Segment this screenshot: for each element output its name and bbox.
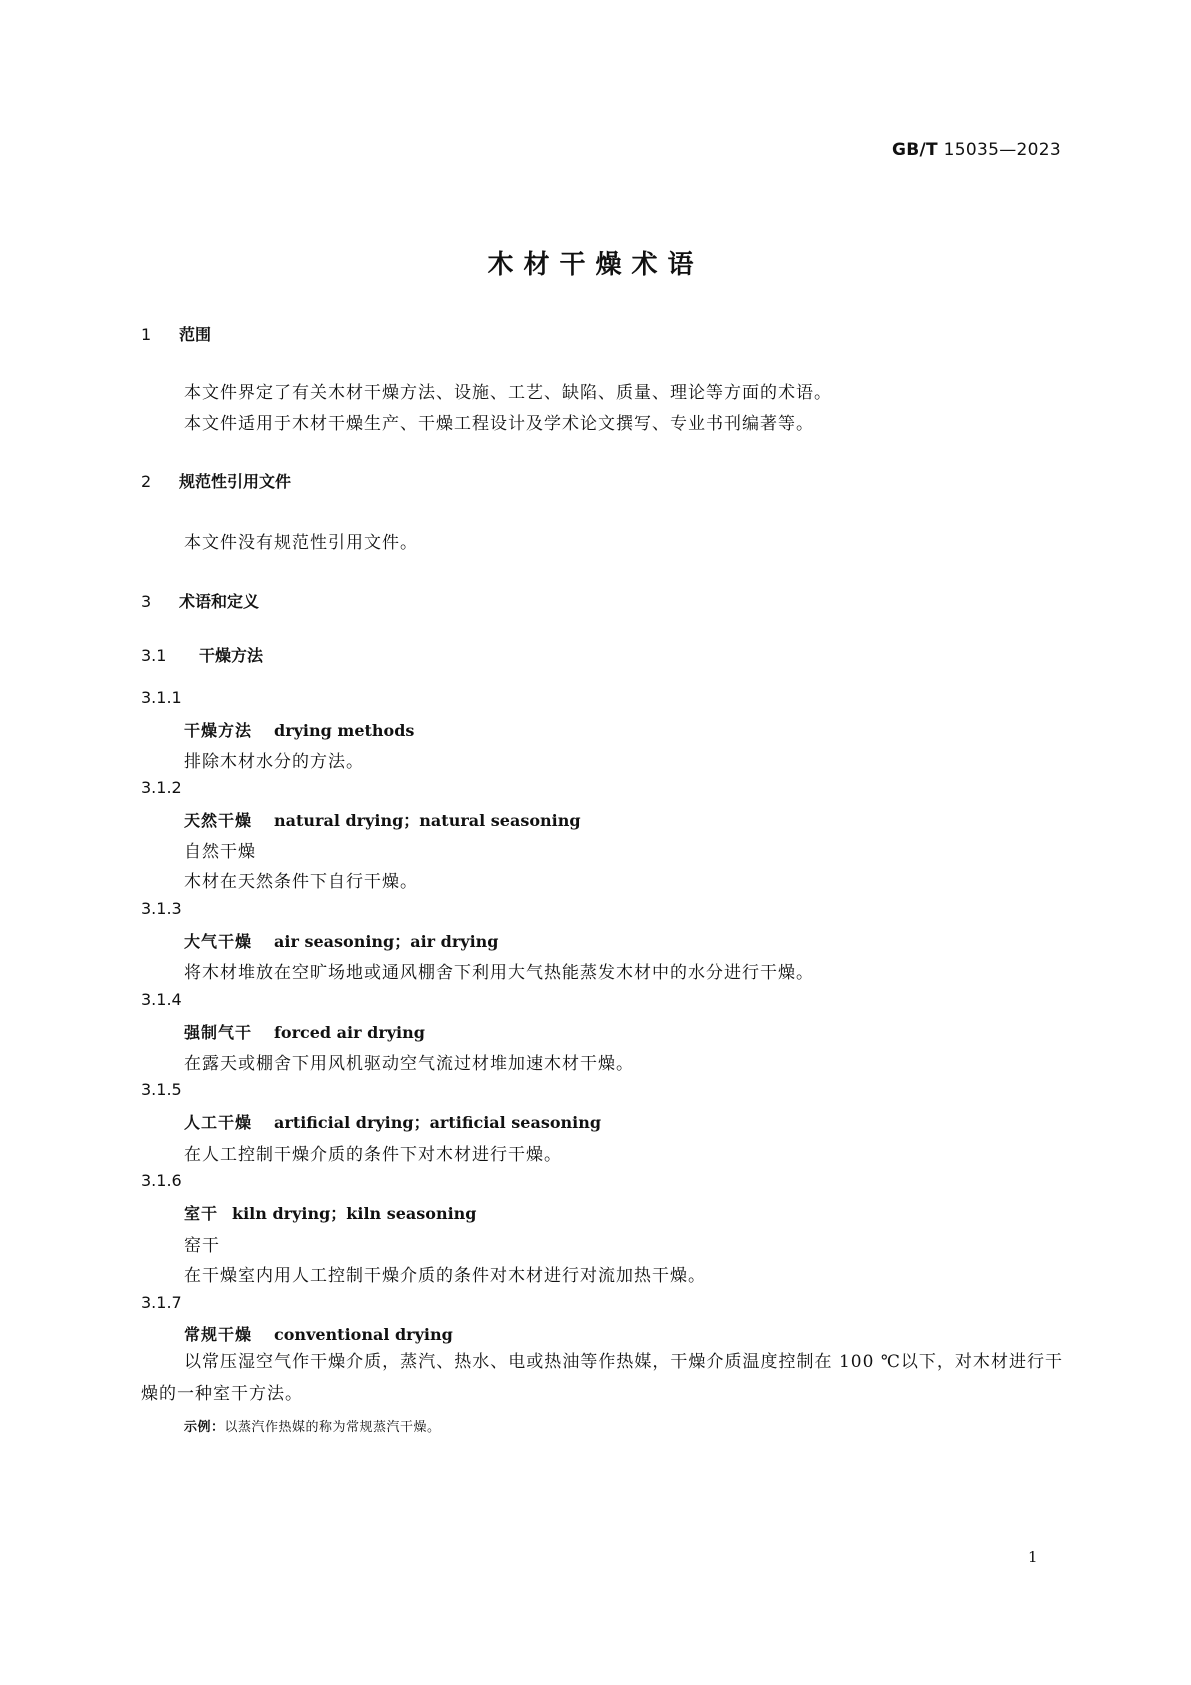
section-title: 规范性引用文件	[179, 472, 292, 491]
term-chinese: 天然干燥	[184, 811, 253, 830]
section-heading-2	[141, 469, 291, 492]
example-text: 以蒸汽作热媒的称为常规蒸汽干燥。	[224, 1420, 441, 1435]
term-english: conventional drying	[274, 1325, 453, 1344]
normative-paragraph: 本文件没有规范性引用文件。	[184, 533, 418, 553]
term-synonym: 窑干	[184, 1236, 220, 1256]
term-english: artificial drying；artificial seasoning	[274, 1113, 602, 1132]
scope-paragraph-1: 本文件界定了有关木材干燥方法、设施、工艺、缺陷、质量、理论等方面的术语。	[184, 383, 832, 403]
term-name	[184, 808, 581, 831]
section-title: 干燥方法	[199, 646, 264, 665]
term-name	[184, 718, 414, 741]
term-definition: 将木材堆放在空旷场地或通风棚舍下利用大气热能蒸发木材中的水分进行干燥。	[184, 963, 814, 983]
term-chinese: 干燥方法	[184, 721, 253, 740]
section-number: 2	[141, 472, 152, 491]
term-english: natural drying；natural seasoning	[274, 811, 581, 830]
standard-prefix: GB/T	[892, 140, 938, 160]
scope-paragraph-2: 本文件适用于木材干燥生产、干燥工程设计及学术论文撰写、专业书刊编著等。	[184, 414, 814, 434]
term-chinese: 强制气干	[184, 1023, 253, 1042]
term-definition: 在干燥室内用人工控制干燥介质的条件对木材进行对流加热干燥。	[184, 1266, 706, 1286]
term-number: 3.1.2	[141, 778, 182, 797]
term-number: 3.1.4	[141, 990, 182, 1009]
document-title: 木材干燥术语	[487, 250, 704, 280]
term-name	[184, 1322, 453, 1345]
section-number: 3.1	[141, 646, 167, 665]
section-heading-1	[141, 322, 211, 345]
term-number: 3.1.5	[141, 1080, 182, 1099]
section-heading-3-1	[141, 643, 263, 666]
term-synonym: 自然干燥	[184, 842, 256, 862]
term-english: kiln drying；kiln seasoning	[232, 1204, 477, 1223]
term-definition: 木材在天然条件下自行干燥。	[184, 872, 418, 892]
term-definition: 排除木材水分的方法。	[184, 752, 364, 772]
term-english: forced air drying	[274, 1023, 425, 1042]
term-definition: 以常压湿空气作干燥介质，蒸汽、热水、电或热油等作热媒，干燥介质温度控制在 100 ℃以下，对木材进行干燥的一种室干方法。	[141, 1352, 1063, 1404]
term-name	[184, 1020, 425, 1043]
term-name	[184, 1201, 477, 1224]
standard-number: 15035—2023	[943, 140, 1061, 160]
section-title: 范围	[179, 325, 212, 344]
page-number: 1	[1028, 1548, 1038, 1566]
section-number: 1	[141, 325, 152, 344]
section-title: 术语和定义	[179, 592, 260, 611]
term-definition: 在人工控制干燥介质的条件下对木材进行干燥。	[184, 1145, 562, 1165]
standard-code	[892, 140, 1061, 160]
section-number: 3	[141, 592, 152, 611]
term-number: 3.1.3	[141, 899, 182, 918]
term-chinese: 人工干燥	[184, 1113, 253, 1132]
term-name	[184, 929, 499, 952]
term-name	[184, 1110, 601, 1133]
section-heading-3	[141, 589, 259, 612]
example-label: 示例：	[184, 1420, 225, 1435]
term-number: 3.1.7	[141, 1293, 182, 1312]
term-english: drying methods	[274, 721, 415, 740]
term-chinese: 室干	[184, 1204, 219, 1223]
term-number: 3.1.1	[141, 688, 182, 707]
term-english: air seasoning；air drying	[274, 932, 499, 951]
term-number: 3.1.6	[141, 1171, 182, 1190]
term-chinese: 大气干燥	[184, 932, 253, 951]
term-chinese: 常规干燥	[184, 1325, 253, 1344]
term-definition: 在露天或棚舍下用风机驱动空气流过材堆加速木材干燥。	[184, 1054, 634, 1074]
term-example	[184, 1416, 441, 1435]
